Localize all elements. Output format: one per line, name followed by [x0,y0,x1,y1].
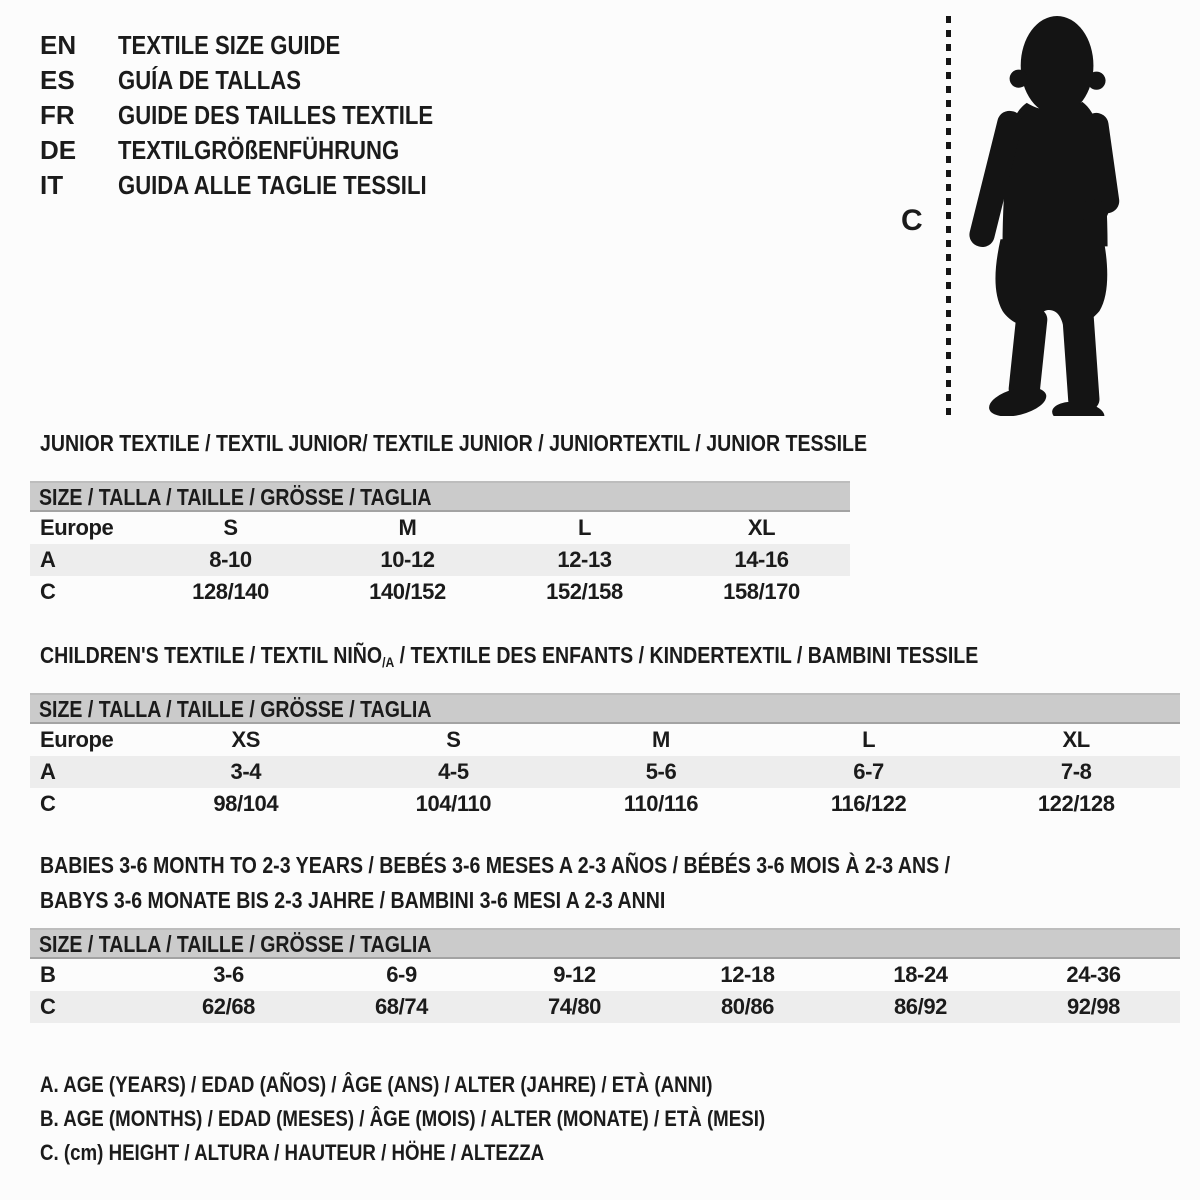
table-row [30,991,1180,1023]
language-row [40,133,489,168]
section-title-babies [40,852,1111,914]
footnote-b-text: B. AGE (MONTHS) / EDAD (MESES) / ÂGE (MOIS) / ALTER (MONATE) / ETÀ (MESI) [40,1106,766,1131]
row-label: C [40,579,56,604]
table-cell: 24-36 [1066,962,1121,987]
figure-height-label: C [901,204,923,237]
language-row [40,63,489,98]
table-row [30,576,850,608]
table-cell: 6-9 [386,962,417,987]
row-label: A [40,759,56,784]
babies-table-rows [30,959,1180,1023]
language-code: IT [40,170,64,200]
guide-title-de: TEXTILGRÖßENFÜHRUNG [118,135,400,165]
table-cell: M [652,727,670,752]
section-title-children-text [40,642,978,673]
table-row [30,788,1180,820]
table-cell: 86/92 [893,994,948,1019]
section-title-junior-text: JUNIOR TEXTILE / TEXTIL JUNIOR/ TEXTILE JUNIOR / JUNIORTEXTIL / JUNIOR TESSILE [40,430,868,456]
table-row [30,959,1180,991]
table-cell: XL [1062,727,1090,752]
guide-title-it: GUIDA ALLE TAGLIE TESSILI [118,170,427,200]
children-title-sub: /A [382,655,395,671]
row-label: C [40,994,56,1019]
size-header-text: SIZE / TALLA / TAILLE / GRÖSSE / TAGLIA [39,931,432,957]
language-code: FR [40,100,75,130]
size-header-text: SIZE / TALLA / TAILLE / GRÖSSE / TAGLIA [39,696,432,722]
table-cell: 18-24 [893,962,948,987]
table-cell: 128/140 [192,579,269,604]
size-header-bar [30,928,1180,959]
guide-title-fr: GUIDE DES TAILLES TEXTILE [118,100,434,130]
footnote-a-text: A. AGE (YEARS) / EDAD (AÑOS) / ÂGE (ANS) / ALTER (JAHRE) / ETÀ (ANNI) [40,1072,713,1097]
babies-title-line2: BABYS 3-6 MONATE BIS 2-3 JAHRE / BAMBINI 3-6 MESI A 2-3 ANNI [40,887,666,913]
size-header-bar [30,481,850,512]
table-cell: L [577,515,592,540]
language-title-list [40,28,489,203]
children-title-rest: / TEXTILE DES ENFANTS / KINDERTEXTIL / BAMBINI TESSILE [394,642,979,668]
table-cell: 4-5 [438,759,469,784]
table-cell: 68/74 [374,994,429,1019]
language-row [40,168,489,203]
toddler-silhouette-icon [960,12,1140,416]
table-cell: 110/116 [623,791,699,816]
height-measure-line [946,16,951,416]
size-header-bar [30,693,1180,724]
language-row [40,28,489,63]
table-cell: XS [231,727,261,752]
language-code: EN [40,30,77,60]
table-cell: 122/128 [1037,791,1115,816]
row-label: Europe [40,727,114,752]
table-cell: S [223,515,238,540]
babies-title-line1: BABIES 3-6 MONTH TO 2-3 YEARS / BEBÉS 3-6 MESES A 2-3 AÑOS / BÉBÉS 3-6 MOIS À 2-3 ANS / [40,852,951,878]
table-cell: M [398,515,417,540]
table-cell: 104/110 [415,791,492,816]
footnote-b [40,1106,893,1132]
size-header-text: SIZE / TALLA / TAILLE / GRÖSSE / TAGLIA [39,484,432,510]
language-code: DE [40,135,77,165]
table-cell: 10-12 [380,547,435,572]
table-cell: 12-18 [720,962,775,987]
footnote-c [40,1140,633,1166]
table-cell: 14-16 [734,547,789,572]
table-cell: 7-8 [1060,759,1092,784]
children-table-rows [30,724,1180,820]
table-cell: 80/86 [720,994,775,1019]
children-size-table [30,693,1180,820]
table-row [30,512,850,544]
table-cell: 12-13 [557,547,612,572]
guide-title-en: TEXTILE SIZE GUIDE [118,30,341,60]
table-cell: 152/158 [546,579,623,604]
table-cell: 140/152 [369,579,446,604]
table-cell: 8-10 [209,547,252,572]
section-title-junior [40,430,1013,457]
table-row [30,724,1180,756]
table-cell: 5-6 [645,759,677,784]
table-cell: 92/98 [1066,994,1121,1019]
table-row [30,756,1180,788]
row-label: Europe [40,515,114,540]
table-cell: L [862,727,876,752]
language-row [40,98,489,133]
table-row [30,544,850,576]
children-title-main: CHILDREN'S TEXTILE / TEXTIL NIÑO [40,642,383,668]
junior-size-table [30,481,850,608]
footnote-c-text: C. (cm) HEIGHT / ALTURA / HAUTEUR / HÖHE / ALTEZZA [40,1140,545,1165]
row-label: A [40,547,56,572]
section-title-children [40,642,1144,673]
table-cell: XL [747,515,776,540]
table-cell: 3-4 [230,759,262,784]
table-cell: 6-7 [853,759,884,784]
table-cell: 62/68 [201,994,256,1019]
table-cell: 98/104 [213,791,279,816]
table-cell: 74/80 [547,994,602,1019]
table-cell: 3-6 [213,962,244,987]
table-cell: 9-12 [553,962,596,987]
junior-table-rows [30,512,850,608]
table-cell: S [446,727,461,752]
table-cell: 116/122 [830,791,907,816]
guide-title-es: GUÍA DE TALLAS [118,65,301,95]
language-code: ES [40,65,75,95]
babies-size-table [30,928,1180,1023]
footnote-a [40,1072,831,1098]
table-cell: 158/170 [723,579,800,604]
row-label: C [40,791,56,816]
row-label: B [40,962,56,987]
